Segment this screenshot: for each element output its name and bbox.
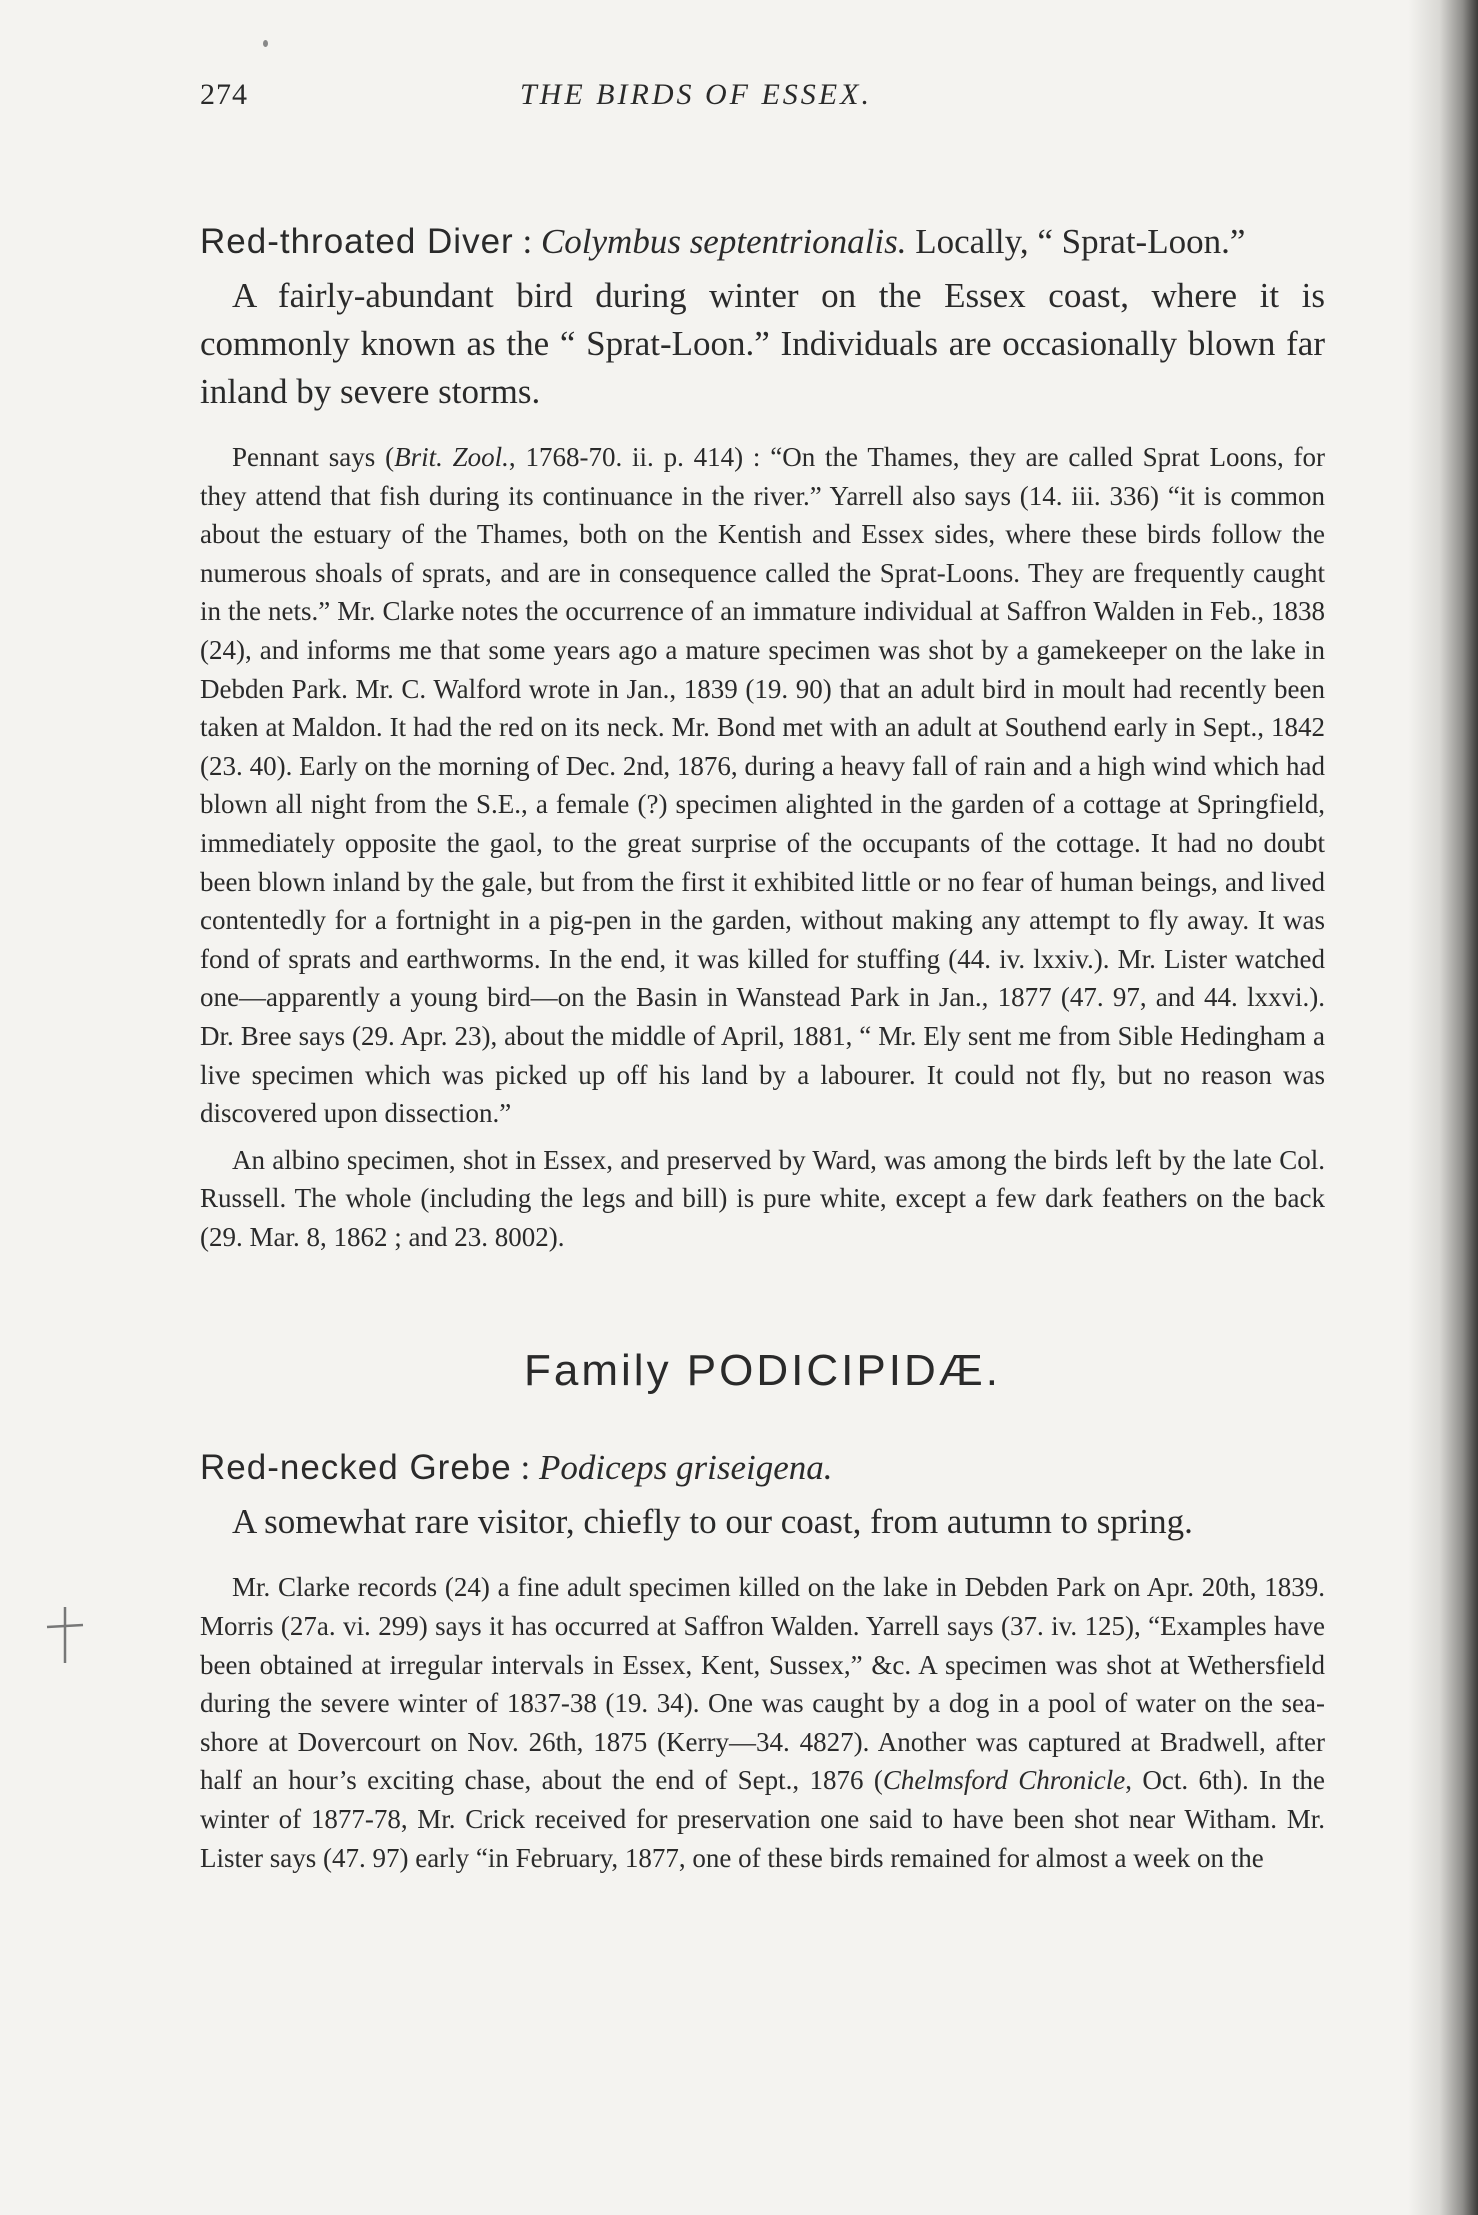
- species-intro-paragraph: A somewhat rare visitor, chiefly to our coast, from autumn to spring.: [232, 1502, 1193, 1542]
- species-common-name: Red-throated Diver: [200, 222, 514, 261]
- species-separator: :: [511, 1448, 539, 1488]
- species-heading-red-necked-grebe: [200, 1446, 1325, 1490]
- family-heading: Family PODICIPIDÆ.: [524, 1346, 1001, 1396]
- detail-text: , Oct. 6th). In the winter of 1877-78, Mr. Crick received for preservation one said to have been shot near Witham. Mr. Lister says (47. 97) early “in February, 1877, one of these birds remained for almost a week on the: [200, 1765, 1326, 1873]
- running-head: [200, 70, 1325, 130]
- detail-text: , 1768-70. ii. p. 414) : “On the Thames, they are called Sprat Loons, for they attend that fish during its continuance in the river.” Yarrell also says (14. iii. 336) “it is common about the estuary of the Thames, both on the Kentish and Essex sides, where these birds follow the numerous shoals of sprats, and are in consequence called the Sprat-Loons. They are frequently caught in the nets.” Mr. Clarke notes the occurrence of an immature individual at Saffron Walden in Feb., 1838 (24), and informs me that some years ago a mature specimen was shot by a gamekeeper on the lake in Debden Park. Mr. C. Walford wrote in Jan., 1839 (19. 90) that an adult bird in moult had recently been taken at Maldon. It had the red on its neck. Mr. Bond met with an adult at Southend early in Sept., 1842 (23. 40). Early on the morning of Dec. 2nd, 1876, during a heavy fall of rain and a high wind which had blown all night from the S.E., a female (?) specimen alighted in the garden of a cottage at Springfield, immediately opposite the gaol, to the great surprise of the occupants of the cottage. It had no doubt been blown inland by the gale, but from the first it exhibited little or no fear of human beings, and lived contentedly for a fortnight in a pig-pen in the garden, without making any attempt to fly away. It was fond of sprats and earthworms. In the end, it was killed for stuffing (44. iv. lxxiv.). Mr. Lister watched one—apparently a young bird—on the Basin in Wanstead Park in Jan., 1877 (47. 97, and 44. lxxvi.). Dr. Bree says (29. Apr. 23), about the middle of April, 1881, “ Mr. Ely sent me from Sible Hedingham a live specimen which was picked up off his land by a labourer. It could not fly, but no reason was discovered upon dissection.”: [200, 442, 1325, 1129]
- page-gutter-shadow: [1408, 0, 1478, 2215]
- albino-paragraph: An albino specimen, shot in Essex, and preserved by Ward, was among the birds left by the late Col. Russell. The whole (including the legs and bill) is pure white, except a few dark feathers on the back (29. Mar. 8, 1862 ; and 23. 8002).: [200, 1144, 1325, 1252]
- species-common-name: Red-necked Grebe: [200, 1448, 512, 1488]
- species-latin-name: Colymbus septentrionalis.: [540, 222, 907, 261]
- species-heading-red-throated-diver: [200, 220, 1325, 264]
- species-local-name: Locally, “ Sprat-Loon.”: [906, 222, 1246, 261]
- page-number: 274: [200, 78, 248, 111]
- scan-speck: [263, 40, 268, 47]
- detail-italic-ref: Brit. Zool.: [394, 442, 509, 472]
- detail-text: Pennant says (: [232, 442, 395, 472]
- detail-italic-ref: Chelmsford Chronicle: [882, 1765, 1126, 1796]
- species-latin-name: Podiceps griseigena.: [538, 1448, 833, 1488]
- species-detail-paragraph: [200, 1568, 1325, 1877]
- species-intro-paragraph: A fairly-abundant bird during winter on the Essex coast, where it is commonly known as the “ Sprat-Loon.” Individuals are occasionally blown far inland by severe storms.: [200, 276, 1325, 411]
- pencil-cross-mark: [45, 1605, 85, 1665]
- species-detail-paragraph: [200, 438, 1325, 1133]
- detail-text: Mr. Clarke records (24) a fine adult specimen killed on the lake in Debden Park on Apr. 20th, 1839. Morris (27a. vi. 299) says it has occurred at Saffron Walden. Yarrell says (37. iv. 125), “Examples have been obtained at irregular intervals in Essex, Kent, Sussex,” &c. A specimen was shot at Wethersfield during the severe winter of 1837-38 (19. 34). One was caught by a dog in a pool of water on the sea-shore at Dovercourt on Nov. 26th, 1875 (Kerry—34. 4827). Another was captured at Bradwell, after half an hour’s exciting chase, about the end of Sept., 1876 (: [200, 1572, 1325, 1796]
- species-separator: :: [513, 222, 541, 261]
- page-content: [200, 70, 1325, 1885]
- running-title: THE BIRDS OF ESSEX.: [520, 78, 872, 111]
